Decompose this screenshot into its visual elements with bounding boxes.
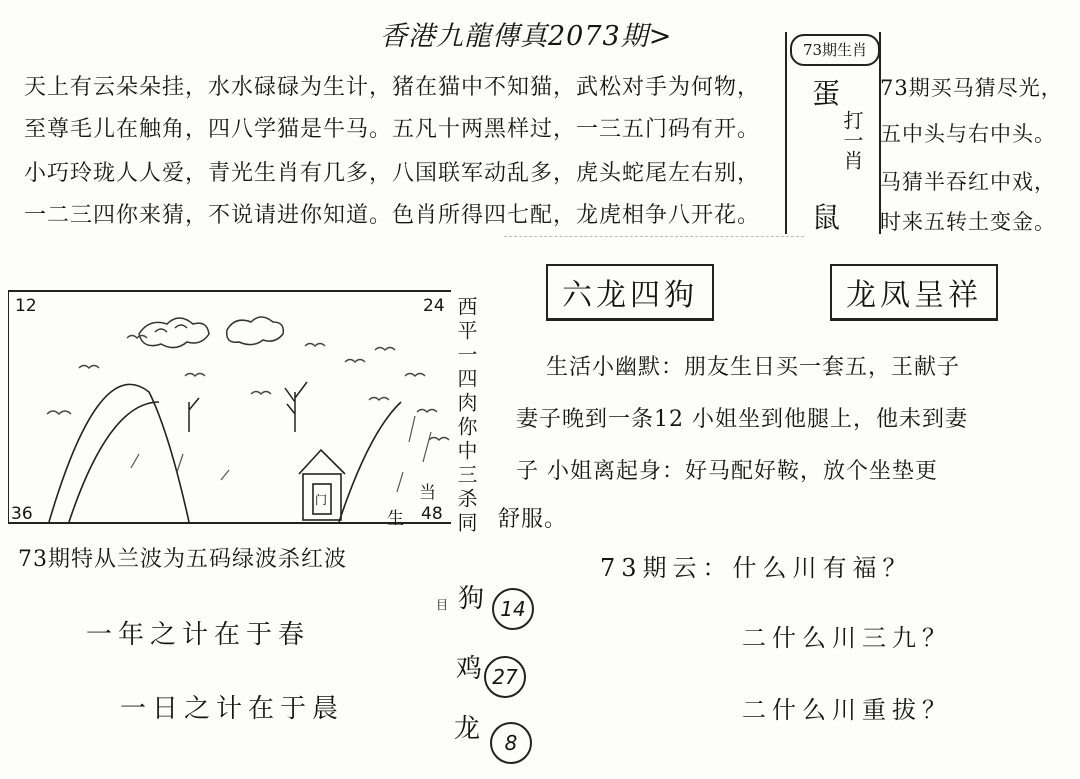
poem-line-3: 小巧玲珑人人爱，青光生肖有几多，八国联军动乱多，虎头蛇尾左右别， [24, 161, 761, 186]
animal-dog-number: 14 [492, 588, 534, 630]
tab-dragon-phoenix: 龙凤呈祥 [830, 264, 998, 321]
mountains-icon [49, 384, 401, 522]
cloud-right-icon [227, 317, 284, 345]
right-line-3: 马猜半吞红中戏， [880, 170, 1056, 194]
tab-six-dragons-four-dogs: 六龙四狗 [546, 264, 714, 321]
side-middle: 打一肖 [840, 110, 864, 170]
story-line-3: 子 小姐离起身：好马配好鞍，放个坐垫更 [516, 459, 938, 484]
house-door-label: 门 [315, 493, 328, 507]
small-mark: 目 [436, 598, 450, 612]
picture-note-2: 当 [419, 483, 436, 503]
side-bottom-char: 鼠 [812, 201, 841, 234]
side-top-char: 蛋 [812, 77, 841, 110]
corner-tr: 24 [423, 296, 445, 316]
sketch-picture [8, 290, 451, 529]
poem-line-2: 至尊毛儿在触角，四八学猫是牛马。五凡十两黑样过，一三五门码有开。 [24, 117, 761, 142]
caption-line: 73期特从兰波为五码绿波杀红波 [18, 547, 347, 572]
sketch-drawing [9, 292, 451, 522]
birds-icon [47, 336, 449, 441]
animal-dog: 狗 [458, 584, 485, 614]
side-box-header: 73期生肖 [790, 34, 880, 66]
riddle-line-1: 73期云：什么川有福？ [600, 554, 913, 582]
faint-divider [504, 236, 804, 251]
story-line-1: 生活小幽默：朋友生日买一套五，王献子 [546, 355, 961, 380]
right-line-2: 五中头与右中头。 [880, 122, 1056, 146]
riddle-line-2: 二什么川三九？ [742, 624, 952, 652]
animal-dragon: 龙 [454, 714, 481, 744]
bottom-poem-line-2: 一日之计在于晨 [120, 694, 345, 724]
poem-line-4: 一二三四你来猜，不说请进你知道。色肖所得四七配，龙虎相争八开花。 [24, 203, 761, 228]
grass-icon [131, 416, 431, 492]
page-title: 香港九龍傳真2073期> [380, 21, 673, 52]
corner-tl: 12 [15, 296, 37, 316]
story-line-4: 舒服。 [498, 507, 568, 532]
riddle-line-3: 二什么川重拔？ [742, 696, 952, 724]
cloud-left-icon [139, 318, 209, 348]
tree-icon [189, 382, 307, 432]
right-line-1: 73期买马猜尽光， [880, 76, 1063, 100]
picture-note-1: 生 [387, 509, 404, 529]
story-line-2: 妻子晚到一条12 小姐坐到他腿上，他未到妻 [516, 407, 968, 432]
right-line-4: 时来五转土变金。 [880, 210, 1056, 234]
animal-dragon-number: 8 [490, 722, 532, 764]
vertical-note: 西平一四肉你中三杀同 [454, 296, 478, 536]
corner-bl: 36 [11, 504, 33, 524]
bottom-poem-line-1: 一年之计在于春 [86, 620, 311, 650]
house-icon [299, 450, 345, 520]
animal-rooster-number: 27 [484, 656, 526, 698]
poem-line-1: 天上有云朵朵挂，水水碌碌为生计，猪在猫中不知猫，武松对手为何物， [24, 75, 761, 100]
animal-rooster: 鸡 [456, 654, 483, 684]
corner-br: 48 [421, 504, 443, 524]
